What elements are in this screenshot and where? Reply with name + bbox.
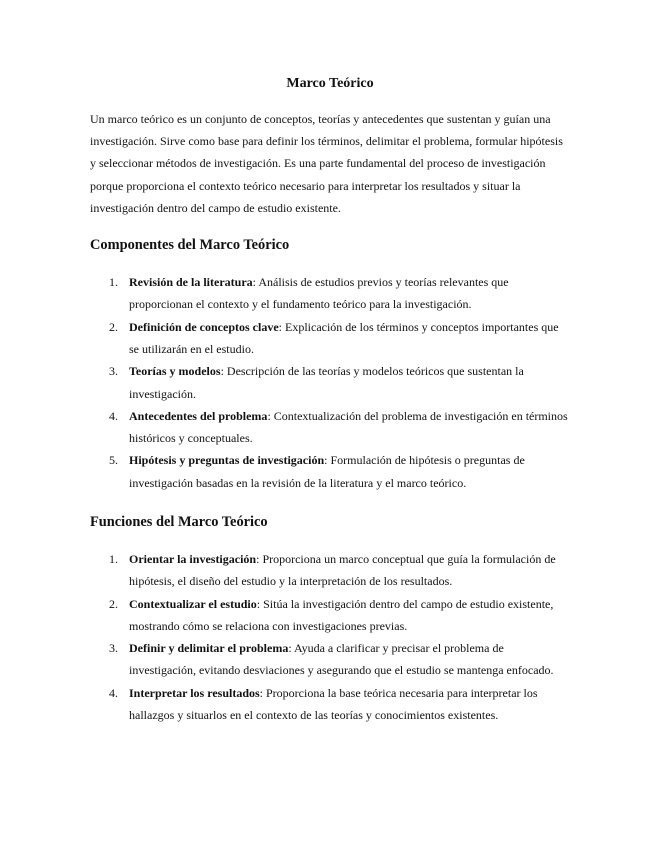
item-description: : Contextualización del problema de investigación en términos históricos y conceptuales. (129, 408, 568, 446)
list-number: 1. (109, 551, 118, 566)
item-term: Definición de conceptos clave (129, 319, 279, 334)
list-item (90, 593, 570, 638)
item-description: : Análisis de estudios previos y teorías relevantes que proporcionan el contexto y el fundamento teórico para la investigación. (129, 275, 509, 312)
list-number: 3. (109, 641, 118, 656)
item-description: : Explicación de los términos y conceptos importantes que se utilizarán en el estudio. (129, 319, 559, 356)
item-term: Teorías y modelos (129, 364, 221, 379)
item-description: : Sitúa la investigación dentro del campo de estudio existente, mostrando cómo se relaciona con investigaciones previas. (129, 596, 554, 633)
functions-heading: Funciones del Marco Teórico (90, 513, 268, 530)
list-number: 2. (109, 596, 118, 611)
item-description: : Proporciona un marco conceptual que guía la formulación de hipótesis, el diseño del estudio y la interpretación de los resultados. (129, 551, 556, 589)
list-item (90, 449, 570, 494)
item-description: : Proporciona la base teórica necesaria para interpretar los hallazgos y situarlos en el contexto de las teorías y conocimientos existentes. (129, 685, 538, 723)
list-item (90, 271, 570, 316)
item-description: : Descripción de las teorías y modelos teóricos que sustentan la investigación. (129, 364, 524, 401)
item-term: Definir y delimitar el problema (129, 641, 289, 656)
list-item (90, 405, 570, 450)
components-list (90, 271, 570, 494)
item-term: Antecedentes del problema (129, 408, 268, 423)
item-term: Interpretar los resultados (129, 685, 260, 700)
intro-paragraph: Un marco teórico es un conjunto de conceptos, teorías y antecedentes que sustentan y guían una investigación. Sirve como base para definir los términos, delimitar el problema, formular hipótesis y seleccionar métodos de investigación. Es una parte fundamental del proceso de investigación porque proporciona el contexto teórico necesario para interpretar los resultados y situar la investigación dentro del campo de estudio existente. (90, 112, 563, 215)
components-heading: Componentes del Marco Teórico (90, 237, 290, 254)
list-item (90, 682, 570, 727)
item-term: Orientar la investigación (129, 551, 257, 566)
item-term: Revisión de la literatura (129, 275, 253, 290)
page-title: Marco Teórico (286, 76, 374, 91)
list-item (90, 637, 570, 682)
item-description: : Formulación de hipótesis o preguntas de investigación basadas en la revisión de la literatura y el marco teórico. (129, 453, 525, 490)
functions-list (90, 548, 570, 726)
list-item (90, 316, 570, 361)
item-description: : Ayuda a clarificar y precisar el problema de investigación, evitando desviaciones y asegurando que el estudio se mantenga enfocado. (129, 641, 554, 678)
list-item (90, 548, 570, 593)
item-term: Hipótesis y preguntas de investigación (129, 453, 325, 468)
list-number: 4. (109, 685, 118, 700)
list-number: 2. (109, 319, 118, 334)
list-item (90, 360, 570, 405)
list-number: 1. (109, 275, 118, 290)
list-number: 3. (109, 364, 118, 379)
list-number: 4. (109, 408, 118, 423)
item-term: Contextualizar el estudio (129, 596, 257, 611)
document-page (90, 74, 570, 726)
list-number: 5. (109, 453, 118, 468)
